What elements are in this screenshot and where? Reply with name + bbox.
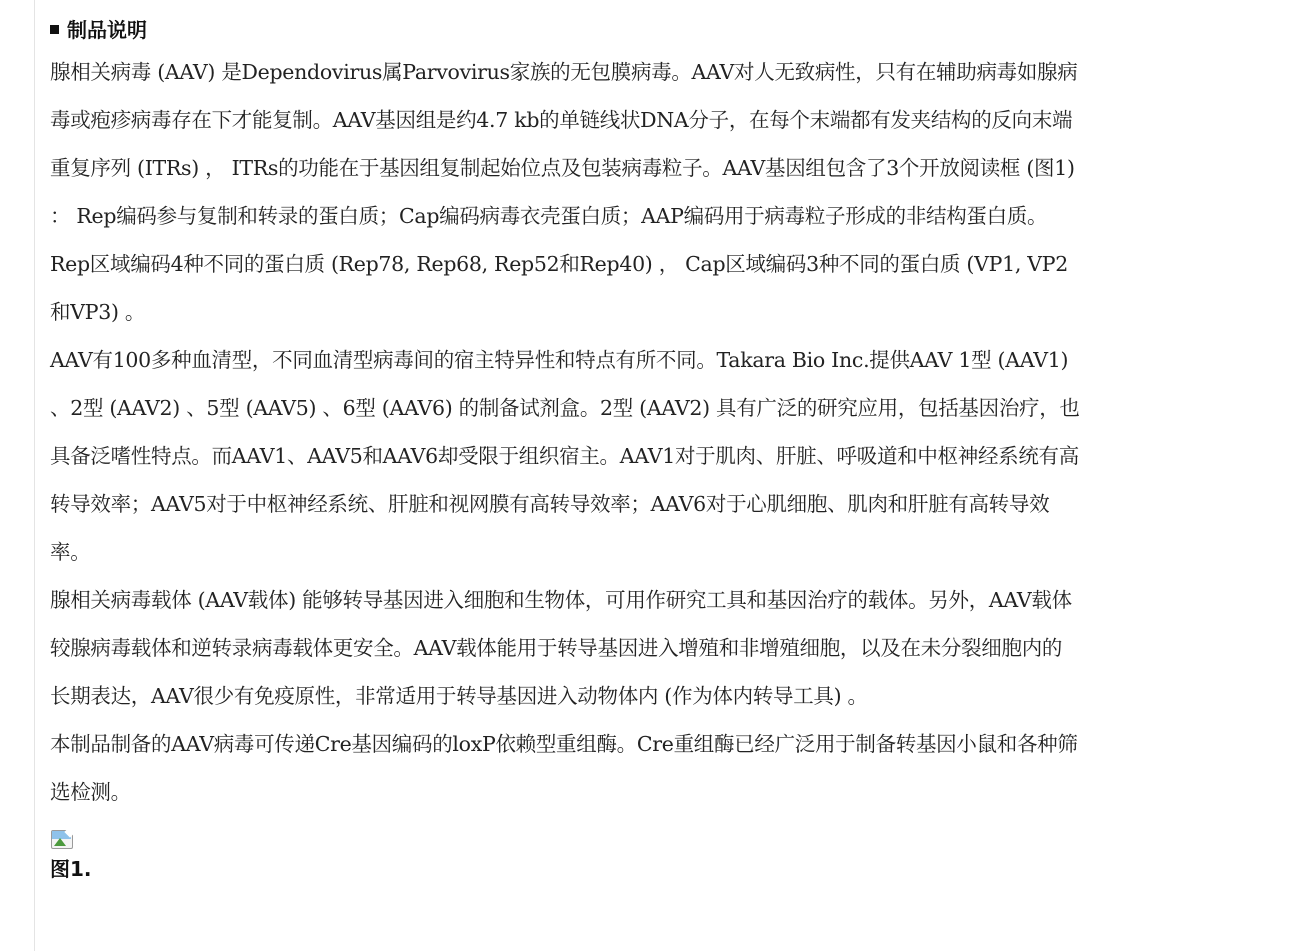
section-heading	[50, 14, 1080, 46]
paragraph-aav-overview: 腺相关病毒 (AAV) 是Dependovirus属Parvovirus家族的无包膜病毒。AAV对人无致病性，只有在辅助病毒如腺病毒或疱疹病毒存在下才能复制。AAV基因组是约4.7 kb的单链线状DNA分子，在每个末端都有发夹结构的反向末端重复序列 (ITRs) ， ITRs的功能在于基因组复制起始位点及包装病毒粒子。AAV基因组包含了3个开放阅读框 (图1) ： Rep编码参与复制和转录的蛋白质；Cap编码病毒衣壳蛋白质；AAP编码用于病毒粒子形成的非结构蛋白质。Rep区域编码4种不同的蛋白质 (Rep78, Rep68, Rep52和Rep40) ， Cap区域编码3种不同的蛋白质 (VP1, VP2和VP3) 。	[50, 60, 1078, 324]
paragraph-aav-vectors: 腺相关病毒载体 (AAV载体) 能够转导基因进入细胞和生物体，可用作研究工具和基因治疗的载体。另外，AAV载体较腺病毒载体和逆转录病毒载体更安全。AAV载体能用于转导基因进入增殖和非增殖细胞，以及在未分裂细胞内的长期表达，AAV很少有免疫原性，非常适用于转导基因进入动物体内 (作为体内转导工具) 。	[50, 588, 1072, 708]
broken-image-icon	[50, 828, 74, 850]
square-bullet-icon	[50, 25, 59, 34]
paragraph-aav-serotypes: AAV有100多种血清型，不同血清型病毒间的宿主特异性和特点有所不同。Takara Bio Inc.提供AAV 1型 (AAV1) 、2型 (AAV2) 、5型 (AAV5) 、6型 (AAV6) 的制备试剂盒。2型 (AAV2) 具有广泛的研究应用，包括基因治疗，也具备泛嗜性特点。而AAV1、AAV5和AAV6却受限于组织宿主。AAV1对于肌肉、肝脏、呼吸道和中枢神经系统有高转导效率；AAV5对于中枢神经系统、肝脏和视网膜有高转导效率；AAV6对于心肌细胞、肌肉和肝脏有高转导效率。	[50, 348, 1080, 564]
figure-caption: 图1.	[50, 857, 92, 881]
page-left-border	[34, 0, 35, 951]
paragraph-cre-recombinase: 本制品制备的AAV病毒可传递Cre基因编码的loxP依赖型重组酶。Cre重组酶已经广泛用于制备转基因小鼠和各种筛选检测。	[50, 732, 1078, 804]
product-description	[50, 14, 1080, 884]
section-heading-text: 制品说明	[67, 18, 147, 42]
